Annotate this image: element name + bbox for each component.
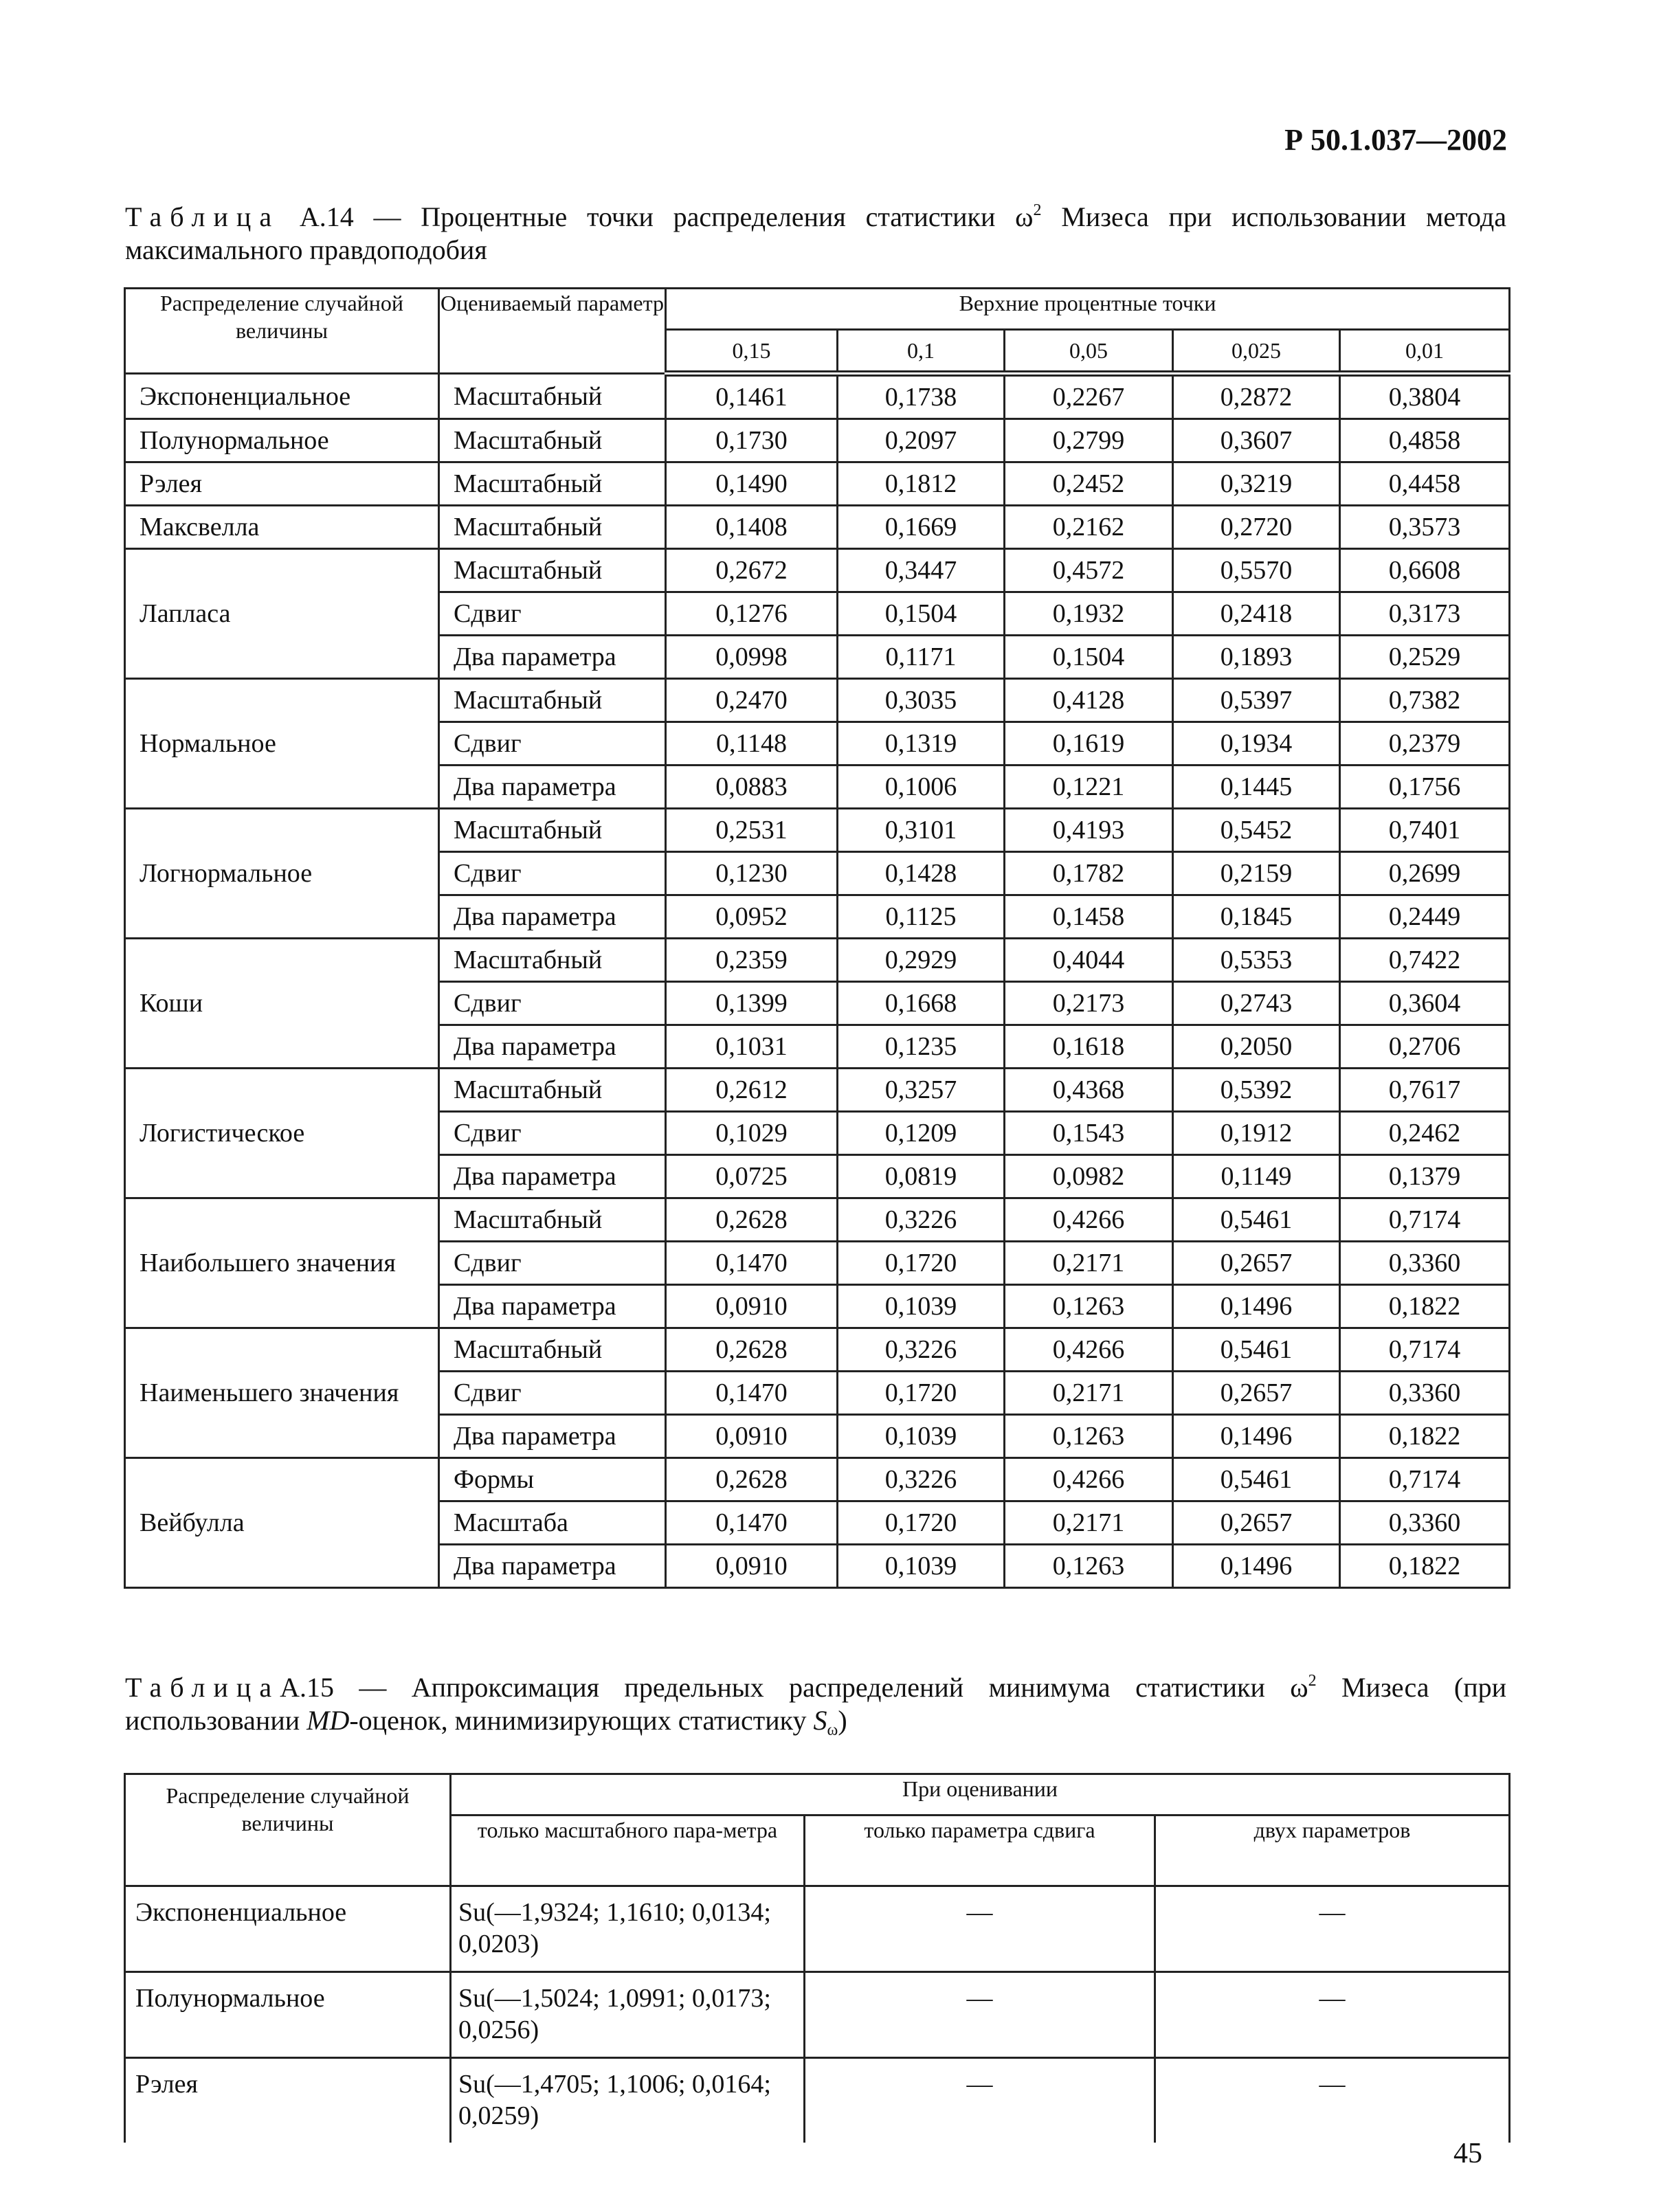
value-cell: 0,1428	[838, 852, 1005, 895]
table-row	[125, 939, 1510, 982]
value-cell: 0,1720	[838, 1501, 1005, 1545]
value-cell: 0,3226	[838, 1328, 1005, 1372]
value-cell: 0,5452	[1173, 809, 1340, 852]
value-cell: 0,3573	[1340, 506, 1510, 549]
parameter-cell: Два параметра	[439, 1025, 666, 1069]
value-cell: 0,2173	[1005, 982, 1173, 1025]
shift-approx-cell: —	[805, 1886, 1155, 1972]
value-cell: 0,1496	[1173, 1285, 1340, 1328]
value-cell: 0,1730	[666, 419, 838, 462]
value-cell: 0,2657	[1173, 1501, 1340, 1545]
value-cell: 0,1504	[838, 592, 1005, 636]
distribution-cell: Наименьшего значения	[125, 1328, 439, 1458]
value-cell: 0,3804	[1340, 374, 1510, 419]
value-cell: 0,2657	[1173, 1242, 1340, 1285]
caption-number: А.14	[299, 201, 354, 232]
value-cell: 0,7401	[1340, 809, 1510, 852]
parameter-cell: Масштабный	[439, 1069, 666, 1112]
value-cell: 0,1934	[1173, 722, 1340, 766]
header-point: 0,01	[1340, 330, 1510, 374]
value-cell: 0,7382	[1340, 679, 1510, 722]
value-cell: 0,2628	[666, 1458, 838, 1501]
caption-text: — Аппроксимация предельных распределений минимума статистики ω	[333, 1672, 1308, 1703]
value-cell: 0,1845	[1173, 895, 1340, 939]
value-cell: 0,4266	[1005, 1458, 1173, 1501]
distribution-cell: Наибольшего значения	[125, 1198, 439, 1328]
value-cell: 0,1031	[666, 1025, 838, 1069]
value-cell: 0,3360	[1340, 1372, 1510, 1415]
document-code: Р 50.1.037—2002	[1284, 123, 1507, 157]
value-cell: 0,1039	[838, 1545, 1005, 1588]
value-cell: 0,0998	[666, 636, 838, 679]
value-cell: 0,2672	[666, 549, 838, 592]
parameter-cell: Два параметра	[439, 1155, 666, 1198]
value-cell: 0,1235	[838, 1025, 1005, 1069]
value-cell: 0,4266	[1005, 1198, 1173, 1242]
value-cell: 0,1543	[1005, 1112, 1173, 1155]
table-row	[125, 1069, 1510, 1112]
value-cell: 0,2720	[1173, 506, 1340, 549]
caption-label: Таблица	[125, 201, 280, 232]
value-cell: 0,1379	[1340, 1155, 1510, 1198]
value-cell: 0,5397	[1173, 679, 1340, 722]
value-cell: 0,2379	[1340, 722, 1510, 766]
table-a15-caption	[125, 1671, 1506, 1737]
table-row	[125, 1972, 1510, 2058]
value-cell: 0,1619	[1005, 722, 1173, 766]
parameter-cell: Масштабный	[439, 939, 666, 982]
value-cell: 0,1263	[1005, 1415, 1173, 1458]
table-row	[125, 679, 1510, 722]
caption-text: )	[838, 1705, 847, 1736]
shift-approx-cell: —	[805, 2058, 1155, 2143]
value-cell: 0,7174	[1340, 1458, 1510, 1501]
parameter-cell: Масштабный	[439, 506, 666, 549]
value-cell: 0,1720	[838, 1242, 1005, 1285]
page-number: 45	[1453, 2138, 1482, 2169]
value-cell: 0,1148	[666, 722, 838, 766]
caption-text: Мизеса (при использовании	[125, 1672, 1507, 1736]
value-cell: 0,7174	[1340, 1328, 1510, 1372]
caption-statistic-s: S	[813, 1705, 827, 1736]
value-cell: 0,1893	[1173, 636, 1340, 679]
value-cell: 0,1669	[838, 506, 1005, 549]
parameter-cell: Два параметра	[439, 895, 666, 939]
parameter-cell: Масштабный	[439, 419, 666, 462]
value-cell: 0,2462	[1340, 1112, 1510, 1155]
value-cell: 0,1812	[838, 462, 1005, 506]
distribution-cell: Экспоненциальное	[125, 374, 439, 419]
value-cell: 0,4458	[1340, 462, 1510, 506]
value-cell: 0,1912	[1173, 1112, 1340, 1155]
value-cell: 0,4128	[1005, 679, 1173, 722]
table-row	[125, 462, 1510, 506]
caption-text: -оценок, минимизирующих статистику	[349, 1705, 814, 1736]
value-cell: 0,0910	[666, 1415, 838, 1458]
value-cell: 0,3035	[838, 679, 1005, 722]
value-cell: 0,1399	[666, 982, 838, 1025]
value-cell: 0,4266	[1005, 1328, 1173, 1372]
scale-approx-cell: Su(—1,5024; 1,0991; 0,0173; 0,0256)	[451, 1972, 805, 2058]
header-parameter: Оцениваемый параметр	[439, 289, 666, 374]
value-cell: 0,2267	[1005, 374, 1173, 419]
caption-text: Мизеса при использовании метода максимального правдоподобия	[125, 201, 1506, 265]
value-cell: 0,2050	[1173, 1025, 1340, 1069]
table-row	[125, 809, 1510, 852]
table-row	[125, 2058, 1510, 2143]
parameter-cell: Масштабный	[439, 374, 666, 419]
value-cell: 0,2162	[1005, 506, 1173, 549]
value-cell: 0,3447	[838, 549, 1005, 592]
value-cell: 0,1029	[666, 1112, 838, 1155]
value-cell: 0,1720	[838, 1372, 1005, 1415]
distribution-cell: Полунормальное	[125, 1972, 451, 2058]
value-cell: 0,3219	[1173, 462, 1340, 506]
table-row	[125, 1886, 1510, 1972]
value-cell: 0,5461	[1173, 1198, 1340, 1242]
caption-label: Таблица	[125, 1672, 280, 1703]
value-cell: 0,3604	[1340, 982, 1510, 1025]
value-cell: 0,1490	[666, 462, 838, 506]
value-cell: 0,2706	[1340, 1025, 1510, 1069]
value-cell: 0,1039	[838, 1415, 1005, 1458]
parameter-cell: Масштабный	[439, 549, 666, 592]
parameter-cell: Масштаба	[439, 1501, 666, 1545]
value-cell: 0,5461	[1173, 1328, 1340, 1372]
value-cell: 0,3226	[838, 1198, 1005, 1242]
header-estimation: При оценивании	[451, 1774, 1510, 1816]
value-cell: 0,1408	[666, 506, 838, 549]
value-cell: 0,1445	[1173, 766, 1340, 809]
parameter-cell: Масштабный	[439, 1328, 666, 1372]
parameter-cell: Сдвиг	[439, 722, 666, 766]
value-cell: 0,1319	[838, 722, 1005, 766]
value-cell: 0,3360	[1340, 1242, 1510, 1285]
value-cell: 0,1496	[1173, 1545, 1340, 1588]
value-cell: 0,2657	[1173, 1372, 1340, 1415]
value-cell: 0,2529	[1340, 636, 1510, 679]
value-cell: 0,2418	[1173, 592, 1340, 636]
value-cell: 0,2872	[1173, 374, 1340, 419]
caption-superscript: 2	[1308, 1672, 1317, 1690]
parameter-cell: Масштабный	[439, 809, 666, 852]
value-cell: 0,3257	[838, 1069, 1005, 1112]
parameter-cell: Сдвиг	[439, 1242, 666, 1285]
header-point: 0,025	[1173, 330, 1340, 374]
header-distribution: Распределение случайной величины	[125, 289, 439, 374]
value-cell: 0,2699	[1340, 852, 1510, 895]
header-scale-only: только масштабного пара-метра	[451, 1816, 805, 1886]
value-cell: 0,4572	[1005, 549, 1173, 592]
distribution-cell: Лапласа	[125, 549, 439, 679]
distribution-cell: Полунормальное	[125, 419, 439, 462]
header-point: 0,15	[666, 330, 838, 374]
value-cell: 0,3226	[838, 1458, 1005, 1501]
value-cell: 0,6608	[1340, 549, 1510, 592]
two-params-approx-cell: —	[1155, 1972, 1510, 2058]
two-params-approx-cell: —	[1155, 2058, 1510, 2143]
two-params-approx-cell: —	[1155, 1886, 1510, 1972]
value-cell: 0,1230	[666, 852, 838, 895]
value-cell: 0,1125	[838, 895, 1005, 939]
header-percent-points: Верхние процентные точки	[666, 289, 1510, 330]
value-cell: 0,5570	[1173, 549, 1340, 592]
value-cell: 0,7174	[1340, 1198, 1510, 1242]
scale-approx-cell: Su(—1,9324; 1,1610; 0,0134; 0,0203)	[451, 1886, 805, 1972]
value-cell: 0,4368	[1005, 1069, 1173, 1112]
value-cell: 0,0725	[666, 1155, 838, 1198]
value-cell: 0,1822	[1340, 1415, 1510, 1458]
value-cell: 0,2359	[666, 939, 838, 982]
header-distribution: Распределение случайной величины	[125, 1774, 451, 1886]
value-cell: 0,0819	[838, 1155, 1005, 1198]
value-cell: 0,1461	[666, 374, 838, 419]
table-row	[125, 374, 1510, 419]
value-cell: 0,1171	[838, 636, 1005, 679]
distribution-cell: Рэлея	[125, 2058, 451, 2143]
table-row	[125, 1198, 1510, 1242]
value-cell: 0,7617	[1340, 1069, 1510, 1112]
value-cell: 0,2171	[1005, 1242, 1173, 1285]
value-cell: 0,2929	[838, 939, 1005, 982]
value-cell: 0,1263	[1005, 1545, 1173, 1588]
value-cell: 0,1458	[1005, 895, 1173, 939]
value-cell: 0,2171	[1005, 1501, 1173, 1545]
value-cell: 0,2449	[1340, 895, 1510, 939]
value-cell: 0,1738	[838, 374, 1005, 419]
value-cell: 0,1209	[838, 1112, 1005, 1155]
value-cell: 0,0910	[666, 1285, 838, 1328]
parameter-cell: Масштабный	[439, 462, 666, 506]
value-cell: 0,1470	[666, 1372, 838, 1415]
value-cell: 0,3360	[1340, 1501, 1510, 1545]
value-cell: 0,1932	[1005, 592, 1173, 636]
table-row	[125, 549, 1510, 592]
shift-approx-cell: —	[805, 1972, 1155, 2058]
distribution-cell: Рэлея	[125, 462, 439, 506]
distribution-cell: Максвелла	[125, 506, 439, 549]
value-cell: 0,0952	[666, 895, 838, 939]
value-cell: 0,4044	[1005, 939, 1173, 982]
value-cell: 0,1039	[838, 1285, 1005, 1328]
value-cell: 0,5353	[1173, 939, 1340, 982]
value-cell: 0,3607	[1173, 419, 1340, 462]
value-cell: 0,1276	[666, 592, 838, 636]
value-cell: 0,7422	[1340, 939, 1510, 982]
value-cell: 0,1822	[1340, 1545, 1510, 1588]
value-cell: 0,2097	[838, 419, 1005, 462]
value-cell: 0,1618	[1005, 1025, 1173, 1069]
value-cell: 0,1668	[838, 982, 1005, 1025]
value-cell: 0,3101	[838, 809, 1005, 852]
distribution-cell: Коши	[125, 939, 439, 1069]
header-point: 0,05	[1005, 330, 1173, 374]
table-a15	[124, 1773, 1511, 2143]
value-cell: 0,5392	[1173, 1069, 1340, 1112]
header-two-params: двух параметров	[1155, 1816, 1510, 1886]
table-row	[125, 506, 1510, 549]
value-cell: 0,1496	[1173, 1415, 1340, 1458]
caption-number: А.15	[280, 1672, 334, 1703]
parameter-cell: Сдвиг	[439, 592, 666, 636]
distribution-cell: Нормальное	[125, 679, 439, 809]
value-cell: 0,1504	[1005, 636, 1173, 679]
value-cell: 0,2171	[1005, 1372, 1173, 1415]
value-cell: 0,2799	[1005, 419, 1173, 462]
value-cell: 0,0910	[666, 1545, 838, 1588]
table-row	[125, 419, 1510, 462]
parameter-cell: Масштабный	[439, 1198, 666, 1242]
caption-subscript: ω	[827, 1721, 838, 1739]
caption-superscript: 2	[1033, 201, 1042, 219]
parameter-cell: Два параметра	[439, 1285, 666, 1328]
parameter-cell: Два параметра	[439, 1545, 666, 1588]
value-cell: 0,2743	[1173, 982, 1340, 1025]
value-cell: 0,5461	[1173, 1458, 1340, 1501]
value-cell: 0,4193	[1005, 809, 1173, 852]
value-cell: 0,2470	[666, 679, 838, 722]
value-cell: 0,2628	[666, 1328, 838, 1372]
value-cell: 0,0982	[1005, 1155, 1173, 1198]
value-cell: 0,1470	[666, 1242, 838, 1285]
value-cell: 0,4858	[1340, 419, 1510, 462]
value-cell: 0,2452	[1005, 462, 1173, 506]
parameter-cell: Формы	[439, 1458, 666, 1501]
header-shift-only: только параметра сдвига	[805, 1816, 1155, 1886]
value-cell: 0,1782	[1005, 852, 1173, 895]
parameter-cell: Сдвиг	[439, 982, 666, 1025]
value-cell: 0,2159	[1173, 852, 1340, 895]
parameter-cell: Два параметра	[439, 766, 666, 809]
value-cell: 0,0883	[666, 766, 838, 809]
distribution-cell: Логнормальное	[125, 809, 439, 939]
value-cell: 0,2612	[666, 1069, 838, 1112]
distribution-cell: Экспоненциальное	[125, 1886, 451, 1972]
table-a14	[124, 287, 1511, 1589]
value-cell: 0,1756	[1340, 766, 1510, 809]
distribution-cell: Логистическое	[125, 1069, 439, 1198]
header-point: 0,1	[838, 330, 1005, 374]
value-cell: 0,1006	[838, 766, 1005, 809]
value-cell: 0,1149	[1173, 1155, 1340, 1198]
table-a14-caption	[125, 201, 1506, 267]
value-cell: 0,1263	[1005, 1285, 1173, 1328]
value-cell: 0,1822	[1340, 1285, 1510, 1328]
value-cell: 0,1470	[666, 1501, 838, 1545]
parameter-cell: Два параметра	[439, 636, 666, 679]
parameter-cell: Сдвиг	[439, 1112, 666, 1155]
parameter-cell: Сдвиг	[439, 1372, 666, 1415]
value-cell: 0,2628	[666, 1198, 838, 1242]
parameter-cell: Сдвиг	[439, 852, 666, 895]
parameter-cell: Масштабный	[439, 679, 666, 722]
caption-text: — Процентные точки распределения статистики ω	[353, 201, 1034, 232]
value-cell: 0,2531	[666, 809, 838, 852]
value-cell: 0,3173	[1340, 592, 1510, 636]
caption-md: MD	[306, 1705, 350, 1736]
table-row	[125, 1328, 1510, 1372]
scale-approx-cell: Su(—1,4705; 1,1006; 0,0164; 0,0259)	[451, 2058, 805, 2143]
value-cell: 0,1221	[1005, 766, 1173, 809]
distribution-cell: Вейбулла	[125, 1458, 439, 1588]
table-row	[125, 1458, 1510, 1501]
parameter-cell: Два параметра	[439, 1415, 666, 1458]
